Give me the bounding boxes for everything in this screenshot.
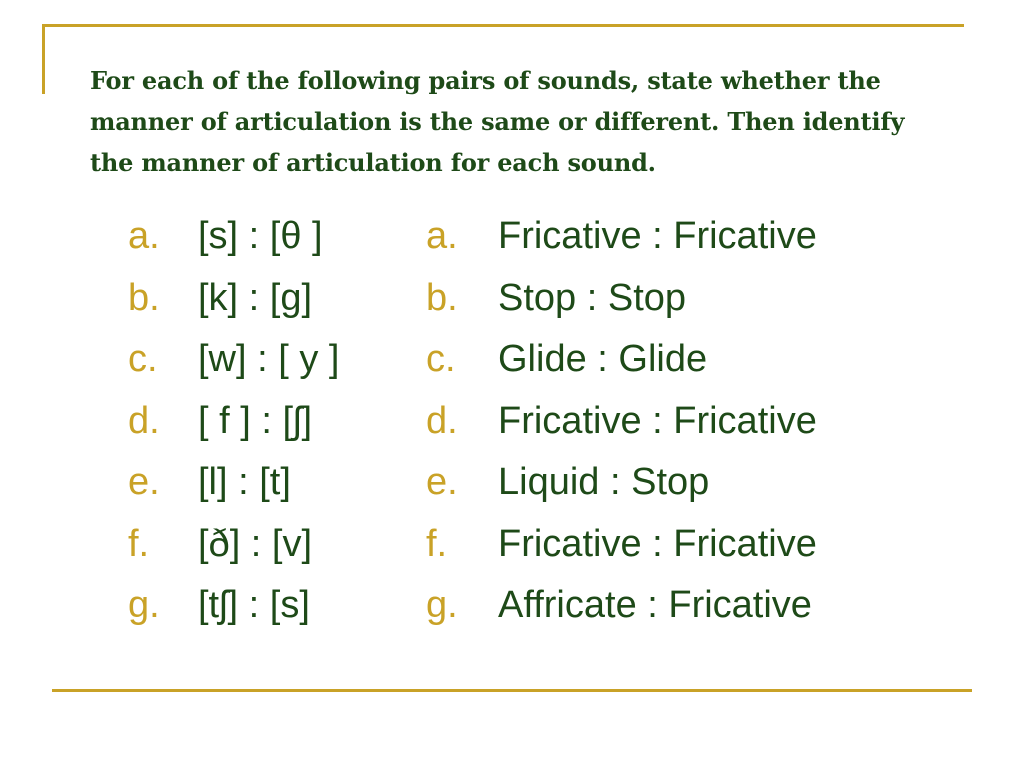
- sound-pair: [l] : [t]: [198, 461, 291, 503]
- frame-bottom-line: [52, 689, 972, 692]
- list-marker: e.: [128, 461, 160, 503]
- frame-left-line: [42, 24, 45, 94]
- sound-pair: [k] : [g]: [198, 276, 313, 319]
- list-marker: e.: [426, 461, 458, 503]
- slide-title: For each of the following pairs of sounds, state whether the manner of articulation is the same or different. Then identify the manner of articulation for each sound.: [90, 66, 905, 177]
- sound-pairs-list: [128, 206, 428, 637]
- sound-pair: [tʃ] : [s]: [198, 584, 310, 626]
- list-marker: a.: [426, 215, 458, 257]
- list-item: [128, 206, 428, 268]
- list-item: [128, 391, 428, 453]
- list-item: [426, 391, 986, 453]
- list-item: [128, 514, 428, 576]
- list-marker: b.: [128, 276, 160, 319]
- list-marker: g.: [128, 584, 160, 626]
- manner-answer: Glide : Glide: [498, 338, 708, 380]
- manner-answers-list: [426, 206, 986, 637]
- list-item: [128, 452, 428, 514]
- list-marker: d.: [128, 399, 160, 442]
- list-marker: g.: [426, 584, 458, 626]
- manner-answer: Fricative : Fricative: [498, 399, 817, 442]
- list-marker: f.: [128, 522, 150, 565]
- list-item: [426, 329, 986, 391]
- manner-answer: Liquid : Stop: [498, 461, 710, 503]
- sound-pair: [s] : [θ ]: [198, 215, 323, 257]
- frame-top-line: [42, 24, 964, 27]
- list-marker: c.: [426, 338, 456, 380]
- sound-pair: [ f ] : [ʃ]: [198, 399, 313, 442]
- list-marker: f.: [426, 522, 448, 565]
- list-item: [128, 268, 428, 330]
- sound-pair: [w] : [ y ]: [198, 338, 340, 380]
- list-item: [128, 329, 428, 391]
- sound-pair: [ð] : [v]: [198, 522, 313, 565]
- list-item: [426, 514, 986, 576]
- list-item: [128, 575, 428, 637]
- manner-answer: Fricative : Fricative: [498, 522, 817, 565]
- manner-answer: Affricate : Fricative: [498, 584, 812, 626]
- list-marker: b.: [426, 276, 458, 319]
- manner-answer: Fricative : Fricative: [498, 215, 817, 257]
- list-item: [426, 452, 986, 514]
- list-item: [426, 206, 986, 268]
- list-marker: c.: [128, 338, 158, 380]
- list-item: [426, 575, 986, 637]
- list-item: [426, 268, 986, 330]
- manner-answer: Stop : Stop: [498, 276, 687, 319]
- list-marker: d.: [426, 399, 458, 442]
- list-marker: a.: [128, 215, 160, 257]
